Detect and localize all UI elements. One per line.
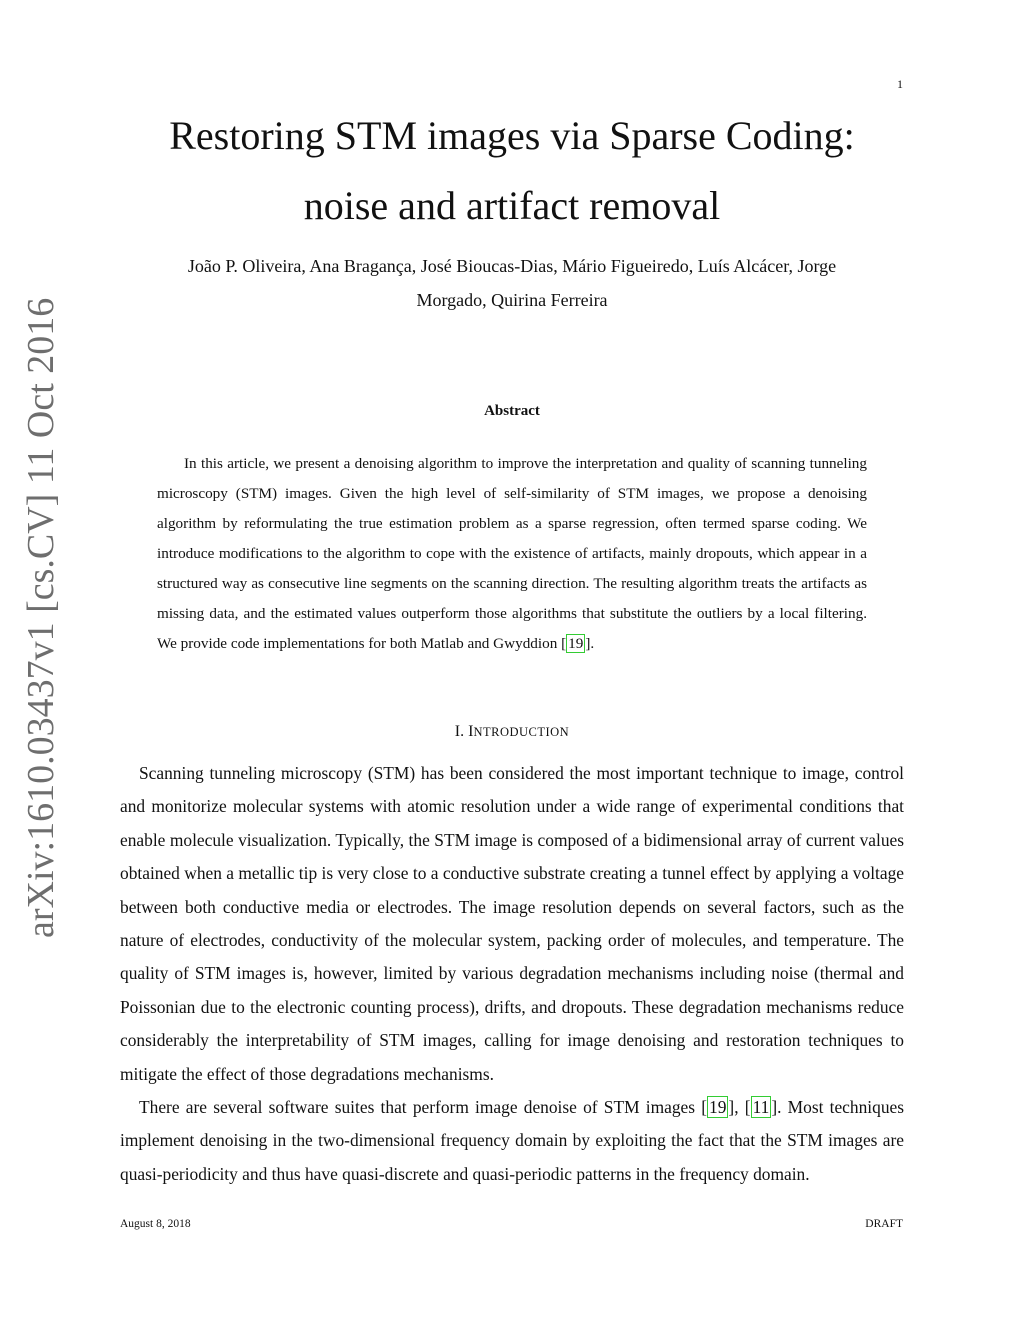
paper-title-line-1: Restoring STM images via Sparse Coding: bbox=[169, 113, 855, 158]
abstract-body: In this article, we present a denoising algorithm to improve the interpretation and quality of scanning tunneling microscopy (STM) images. Given the high level of self-similarity of STM images, we propose a denoising algorithm by reformulating the true estimation problem as a sparse regression, often termed sparse coding. We introduce modifications to the algorithm to cope with the existence of artifacts, mainly dropouts, which appear in a structured way as consecutive line segments on the scanning direction. The resulting algorithm treats the artifacts as missing data, and the estimated values outperform those algorithms that substitute the outliers by a local filtering. We provide code implementations for both Matlab and Gwyddion [ 19 ]. bbox=[157, 455, 867, 652]
abstract-text: In this article, we present a denoising algorithm to improve the interpretation and quality of scanning tunneling microscopy (STM) images. Given the high level of self-similarity of STM images, we propose a denoising algorithm by reformulating the true estimation problem as a sparse regression, often termed sparse coding. We introduce modifications to the algorithm to cope with the existence of artifacts, mainly dropouts, which appear in a structured way as consecutive line segments on the scanning direction. The resulting algorithm treats the artifacts as missing data, and the estimated values outperform those algorithms that substitute the outliers by a local filtering. We provide code implementations for both Matlab and Gwyddion bbox=[157, 455, 867, 652]
intro-p2-separator: , bbox=[734, 1097, 745, 1117]
page-number: 1 bbox=[897, 77, 903, 91]
arxiv-identifier-stamp[interactable]: arXiv:1610.03437v1 [cs.CV] 11 Oct 2016 bbox=[20, 297, 62, 938]
paper-title-line-2: noise and artifact removal bbox=[303, 183, 721, 228]
section-numeral: I. bbox=[454, 723, 465, 740]
intro-p2-text-start: There are several software suites that perform image denoise of STM images bbox=[139, 1097, 702, 1117]
citation-link[interactable]: 19 bbox=[568, 635, 584, 652]
intro-paragraph-1: Scanning tunneling microscopy (STM) has been considered the most important technique to image, control and monitorize molecular systems with atomic resolution under a wide range of experimental conditions that enable molecule visualization. Typically, the STM image is composed of a bidimensional array of current values obtained when a metallic tip is very close to a conductive substrate creating a tunnel effect by applying a voltage between both conductive media or electrodes. The image resolution depends on several factors, such as the nature of electrodes, conductivity of the molecular system, packing order of molecules, and temperature. The quality of STM images is, however, limited by various degradation mechanisms including noise (thermal and Poissonian due to the electronic counting process), drifts, and dropouts. These degradation mechanisms reduce considerably the interpretability of STM images, calling for image denoising and restoration techniques to mitigate the effect of those degradations mechanisms. bbox=[120, 763, 904, 1084]
footer-draft-label: DRAFT bbox=[865, 1218, 903, 1230]
section-title-rest: NTRODUCTION bbox=[473, 725, 570, 739]
abstract-heading: Abstract bbox=[484, 403, 540, 419]
intro-p2-text-rest: . Most techniques implement denoising in the two-dimensional frequency domain by exploiting the fact that the STM images are quasi-periodicity and thus have quasi-discrete and quasi-periodic patterns in the frequency domain. bbox=[120, 1097, 904, 1184]
citation-link[interactable]: 19 bbox=[709, 1097, 727, 1117]
abstract-end: . bbox=[590, 635, 595, 652]
author-list-line-1: João P. Oliveira, Ana Bragança, José Bioucas-Dias, Mário Figueiredo, Luís Alcácer, Jorge bbox=[187, 256, 837, 276]
author-list-line-2: Morgado, Quirina Ferreira bbox=[416, 290, 608, 310]
intro-paragraph-2: There are several software suites that perform image denoise of STM images [ 19 ], [ 11 ]. Most techniques implement denoising in the two-dimensional frequency domain by exploiting the fact that the STM images are quasi-periodicity and thus have quasi-discrete and quasi-periodic patterns in the frequency domain. bbox=[120, 1097, 904, 1184]
section-title-first-letter: I bbox=[468, 723, 474, 740]
footer-date: August 8, 2018 bbox=[120, 1218, 191, 1230]
citation-link[interactable]: 11 bbox=[752, 1097, 770, 1117]
section-heading-introduction bbox=[0, 723, 1024, 741]
